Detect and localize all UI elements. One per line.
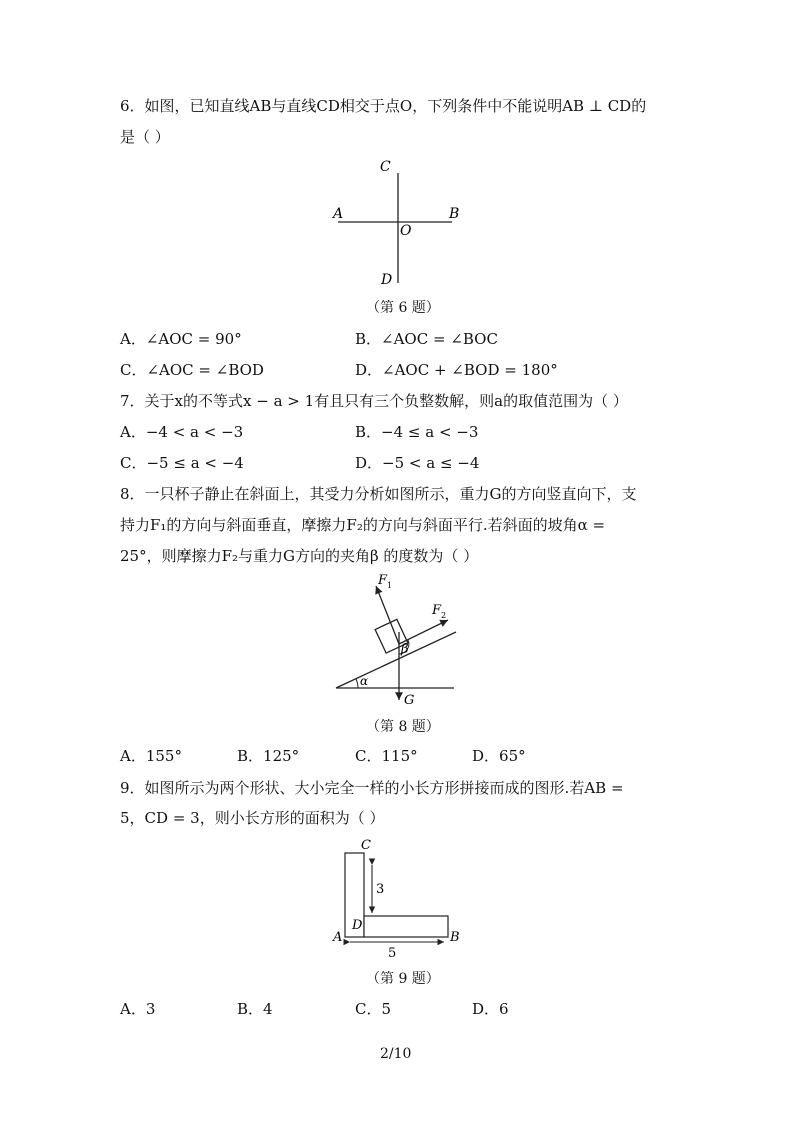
q6-label-a: A	[333, 206, 344, 222]
q9-figure	[330, 835, 465, 960]
q8-label-alpha: α	[360, 674, 369, 688]
q9-horizontal-rectangle	[364, 916, 448, 937]
q8-stem-line2: 持力F₁的方向与斜面垂直，摩擦力F₂的方向与斜面平行.若斜面的坡角α =	[120, 516, 606, 534]
q6-option-b: B．∠AOC = ∠BOC	[355, 330, 498, 348]
q6-figure	[330, 155, 470, 290]
q6-option-a: A．∠AOC = 90°	[120, 330, 242, 348]
q9-label-a: A	[333, 930, 343, 945]
q9-label-three: 3	[376, 882, 385, 897]
q9-stem-line2: 5，CD = 3，则小长方形的面积为（ ）	[120, 809, 385, 827]
q8-label-beta: β	[401, 642, 409, 657]
q7-option-c: C．−5 ≤ a < −4	[120, 454, 244, 472]
q8-label-g: G	[404, 693, 415, 708]
q8-option-d: D．65°	[472, 747, 526, 765]
q8-stem-line3: 25°，则摩擦力F₂与重力G方向的夹角β 的度数为（ ）	[120, 547, 479, 565]
q8-friction-force-arrow	[399, 620, 448, 644]
q9-option-c: C．5	[355, 1000, 392, 1018]
q6-stem-line1: 6．如图，已知直线AB与直线CD相交于点O，下列条件中不能说明AB ⊥ CD的	[120, 97, 647, 115]
q8-option-c: C．115°	[355, 747, 418, 765]
q9-option-b: B．4	[237, 1000, 273, 1018]
page-number: 2/10	[380, 1046, 412, 1062]
q9-label-five: 5	[388, 946, 397, 961]
q9-label-d: D	[352, 918, 363, 933]
q8-option-b: B．125°	[237, 747, 300, 765]
q7-option-a: A．−4 < a < −3	[120, 423, 244, 441]
q8-label-f1: F	[378, 573, 388, 588]
q9-stem-line1: 9．如图所示为两个形状、大小完全一样的小长方形拼接而成的图形.若AB =	[120, 779, 624, 797]
q9-label-c: C	[361, 838, 371, 853]
q8-stem-line1: 8．一只杯子静止在斜面上，其受力分析如图所示，重力G的方向竖直向下，支	[120, 485, 637, 503]
q8-figure	[330, 570, 460, 710]
q6-option-c: C．∠AOC = ∠BOD	[120, 361, 264, 379]
q6-label-o: O	[400, 223, 412, 239]
q8-caption: （第 8 题）	[366, 719, 440, 735]
q6-stem-line2: 是（ ）	[120, 128, 170, 146]
q9-label-b: B	[450, 930, 460, 945]
q6-label-b: B	[449, 206, 460, 222]
q8-option-a: A．155°	[120, 747, 182, 765]
q7-option-b: B．−4 ≤ a < −3	[355, 423, 479, 441]
q7-option-d: D．−5 < a ≤ −4	[355, 454, 480, 472]
q7-stem-line1: 7．关于x的不等式x − a > 1有且只有三个负整数解，则a的取值范围为（ ）	[120, 392, 628, 410]
q9-caption: （第 9 题）	[366, 971, 440, 987]
q6-label-d: D	[381, 272, 393, 288]
q6-label-c: C	[380, 159, 391, 175]
q8-label-f2-sub: 2	[441, 611, 447, 620]
q6-caption: （第 6 题）	[366, 300, 440, 316]
q8-label-f1-sub: 1	[387, 581, 393, 590]
q9-option-a: A．3	[120, 1000, 156, 1018]
q6-option-d: D．∠AOC + ∠BOD = 180°	[355, 361, 558, 379]
q9-option-d: D．6	[472, 1000, 509, 1018]
q8-alpha-arc	[356, 679, 358, 688]
q8-label-f2: F	[432, 603, 442, 618]
